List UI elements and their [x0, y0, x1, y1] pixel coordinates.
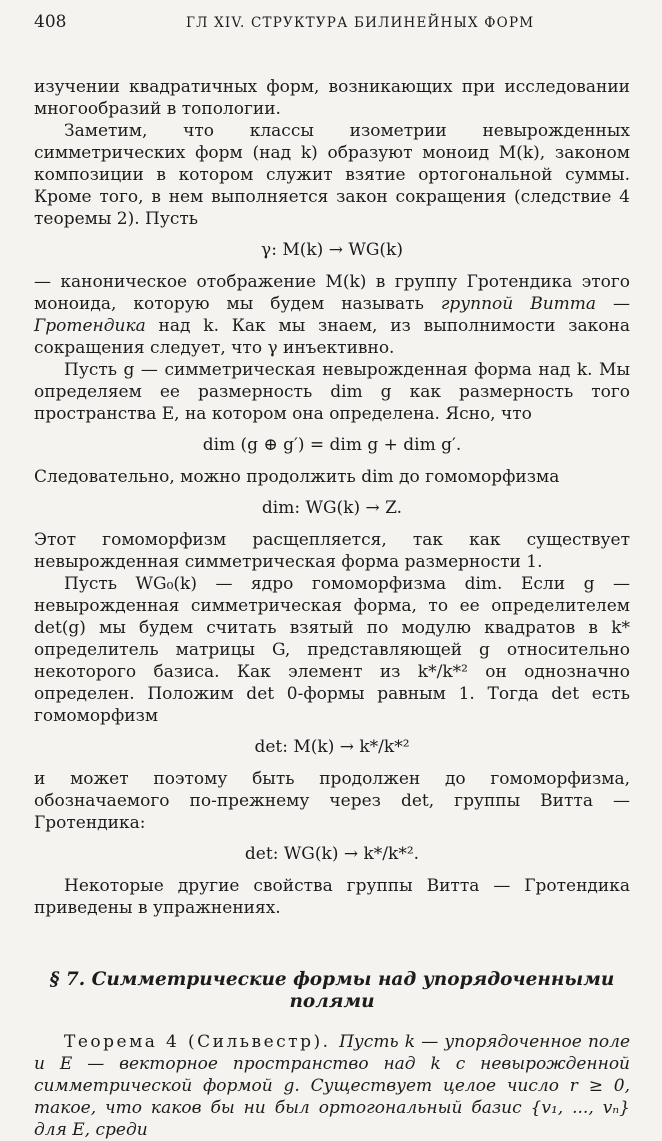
page-body [34, 76, 630, 1141]
paragraph-3 [34, 271, 630, 359]
paragraph-3-end: над k. Как мы знаем, из выполнимости закона сокращения следует, что γ инъективно. [34, 316, 630, 358]
theorem-4 [34, 1031, 630, 1141]
formula-det-group: det: WG(k) → k*/k*². [244, 844, 420, 864]
paragraph-4: Пусть g — симметрическая невырожденная форма над k. Мы определяем ее размерность dim g как размерность того пространства E, на котором она определена. Ясно, что [34, 360, 630, 424]
section-title: § 7. Симметрические формы над упорядоченными полями [49, 969, 615, 1012]
paragraph-7: Пусть WG₀(k) — ядро гомоморфизма dim. Если g — невырожденная симметрическая форма, то ее определителем det(g) мы будем считать взятый по модулю квадратов в k* определитель матрицы G, представляющей g относительно некоторого базиса. Как элемент из k*/k*² он однозначно определен. Положим det 0-формы равным 1. Тогда det есть гомоморфизм [34, 574, 630, 726]
paragraph-6: Этот гомоморфизм расщепляется, так как существует невырожденная симметрическая форма размерности 1. [34, 530, 630, 572]
theorem-author: (Сильвестр). [179, 1032, 340, 1052]
paragraph-1: изучении квадратичных форм, возникающих при исследовании многообразий в топологии. [34, 77, 630, 119]
theorem-label: Теорема 4 [64, 1032, 180, 1052]
formula-det-monoid: det: M(k) → k*/k*² [254, 737, 410, 757]
formula-gamma: γ: M(k) → WG(k) [261, 240, 403, 260]
theorem-statement: Пусть k — упорядоченное поле и E — векторное пространство над k с невырожденной симметрической формой g. Существует целое число r ≥ 0, такое, что каков бы ни был ортогональный базис {v₁, ..., vₙ} для E, среди [34, 1032, 631, 1140]
formula-dim-sum: dim (g ⊕ g′) = dim g + dim g′. [202, 435, 462, 455]
paragraph-8: и может поэтому быть продолжен до гомоморфизма, обозначаемого по-прежнему через det, группы Витта — Гротендика: [34, 769, 630, 833]
page-number: 408 [34, 12, 67, 32]
paragraph-2: Заметим, что классы изометрии невырожденных симметрических форм (над k) образуют моноид M(k), законом композиции в котором служит взятие ортогональной суммы. Кроме того, в нем выполняется закон сокращения (следствие 4 теоремы 2). Пусть [34, 121, 630, 229]
paragraph-9: Некоторые другие свойства группы Витта — Гротендика приведены в упражнениях. [34, 876, 630, 918]
page-header [34, 12, 630, 36]
paragraph-3-start: — каноническое отображение M(k) в группу Гротендика этого моноида, которую мы будем называть [34, 272, 630, 314]
running-title: ГЛ XIV. СТРУКТУРА БИЛИНЕЙНЫХ ФОРМ [186, 15, 535, 31]
formula-dim-homomorphism: dim: WG(k) → Z. [261, 498, 403, 518]
paragraph-5: Следовательно, можно продолжить dim до гомоморфизма [34, 467, 560, 487]
term-witt-grothendieck-group: группой Витта — Гротендика [34, 294, 630, 336]
